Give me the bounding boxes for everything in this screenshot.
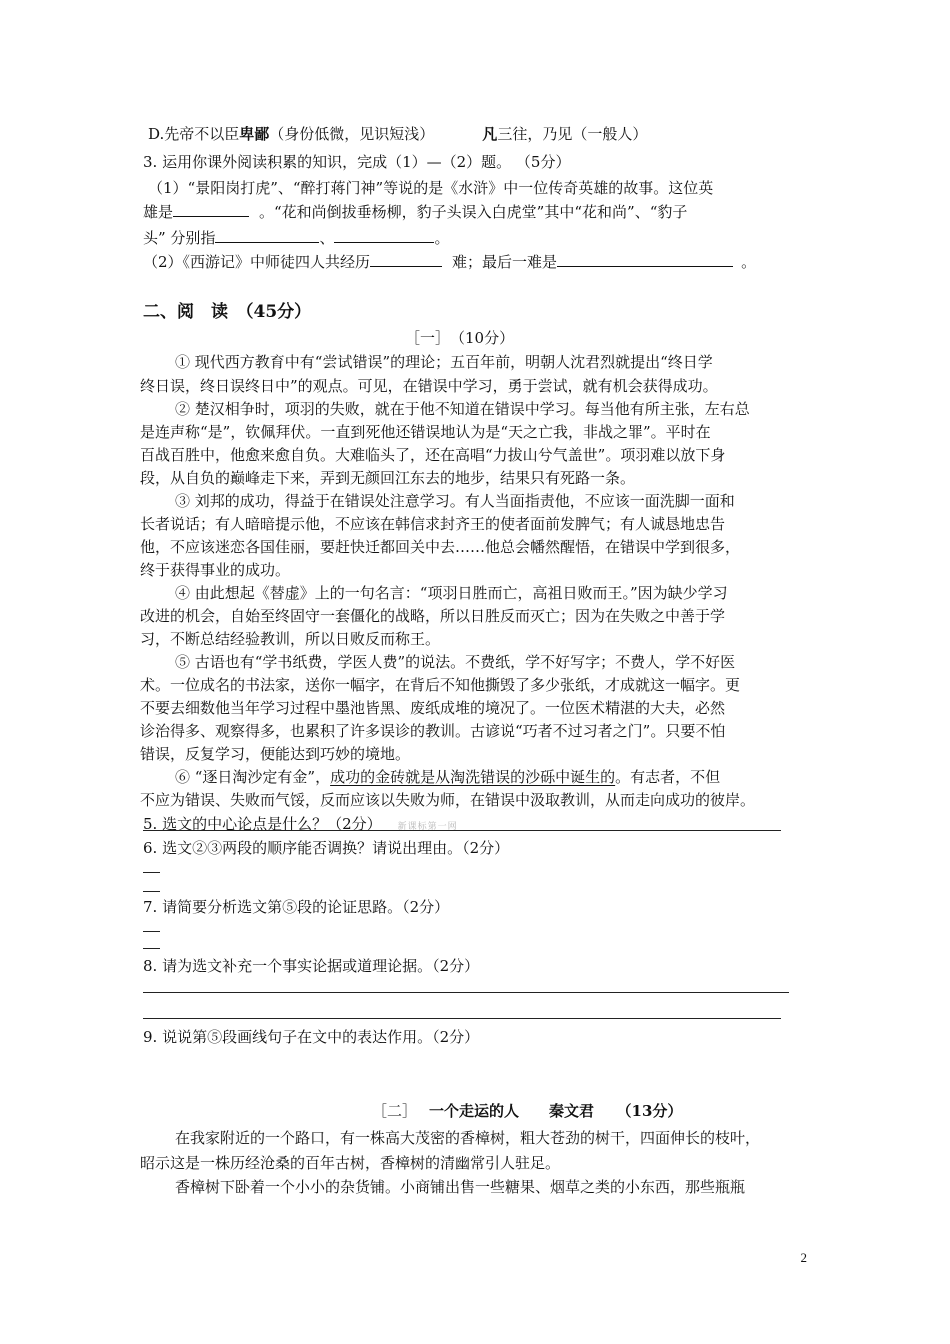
passage-line: 长者说话；有人暗暗提示他，不应该在韩信求封齐王的使者面前发脾气；有人诚恳地忠告 (140, 515, 726, 533)
part2-header-number: ［二］ (372, 1102, 418, 1120)
q3-p2-b: 难；最后一难是 (452, 253, 558, 271)
q3-p1-line3-b: 、 (319, 229, 335, 247)
answer-line[interactable] (143, 830, 781, 831)
watermark-text: 新课标第一网 (397, 822, 458, 832)
q3-p1-line2-a: 雄是 (143, 203, 174, 221)
part2-header-title: 一个走运的人 秦文君 （13分） (429, 1102, 683, 1120)
q3-p2-a: （2）《西游记》中师徒四人共经历 (143, 253, 371, 271)
passage-line: 错误，反复学习，便能达到巧妙的境地。 (140, 745, 411, 763)
q3-p1-line3-a: 头” 分别指 (143, 229, 216, 247)
option-d-bold-word-2: 凡 (482, 125, 498, 143)
question-6: 6. 选文②③两段的顺序能否调换？请说出理由。（2分） (143, 839, 510, 857)
q3-p1-line2 (143, 202, 687, 222)
passage-line: ④ 由此想起《替虚》上的一句名言：“项羽日胜而亡，高祖日败而王。”因为缺少学习 (175, 584, 728, 602)
part2-header (372, 1101, 682, 1121)
passage-line (175, 767, 720, 787)
passage-line: ⑤ 古语也有“学书纸费，学医人费”的说法。不费纸，学不好写字；不费人，学不好医 (175, 653, 736, 671)
answer-blank[interactable] (215, 228, 319, 243)
passage-line: 是连声称“是”，钦佩拜伏。一直到死他还错误地认为是“天之亡我，非战之罪”。平时在 (140, 423, 711, 441)
q3-p1-line3-c: 。 (434, 229, 450, 247)
part1-header: ［一］ （10分） (405, 329, 515, 347)
passage-line: 不应为错误、失败而气馁，反而应该以失败为师，在错误中汲取教训，从而走向成功的彼岸。 (140, 791, 756, 809)
question-7: 7. 请简要分析选文第⑤段的论证思路。（2分） (143, 898, 450, 916)
passage-line: 术。一位成名的书法家，送你一幅字，在背后不知他撕毁了多少张纸，才成就这一幅字。更 (140, 676, 741, 694)
passage2-line: 昭示这是一株历经沧桑的百年古树，香樟树的清幽常引人驻足。 (140, 1154, 561, 1172)
passage-line: ② 楚汉相争时，项羽的失败，就在于他不知道在错误中学习。每当他有所主张，左右总 (175, 400, 750, 418)
underlined-sentence: 成功的金砖就是从淘洗错误的沙砾中诞生的 (330, 768, 616, 786)
page-number: 2 (800, 1250, 807, 1265)
passage-line: 诊治得多、观察得多，也累积了许多误诊的教训。古谚说“巧者不过习者之门”。只要不怕 (140, 722, 726, 740)
q3-p1-line2-b: 。“花和尚倒拔垂杨柳，豹子头误入白虎堂”其中“花和尚”、“豹子 (259, 203, 688, 221)
answer-line[interactable] (143, 948, 160, 949)
passage2-line: 香樟树下卧着一个小小的杂货铺。小商铺出售一些糖果、烟草之类的小东西，那些瓶瓶 (175, 1178, 746, 1196)
option-d-line (148, 124, 647, 144)
q3-p2-c: 。 (741, 253, 757, 271)
passage-line: 他，不应该迷恋各国佳丽，要赶快迁都回关中去……他总会幡然醒悟，在错误中学到很多， (140, 538, 741, 556)
option-d-prefix: D.先帝不以臣 (148, 125, 240, 143)
passage-line: 习，不断总结经验教训，所以日败反而称王。 (140, 630, 441, 648)
question-8: 8. 请为选文补充一个事实论据或道理论据。（2分） (143, 957, 480, 975)
passage-line: 段，从自负的巅峰走下来，弄到无颜回江东去的地步，结果只有死路一条。 (140, 469, 636, 487)
passage-line: 终于获得事业的成功。 (140, 561, 291, 579)
answer-line[interactable] (143, 1018, 781, 1019)
answer-blank[interactable] (557, 252, 733, 267)
passage-line: ① 现代西方教育中有“尝试错误”的理论；五百年前，明朝人沈君烈就提出“终日学 (175, 353, 713, 371)
answer-line[interactable] (143, 992, 789, 993)
answer-line[interactable] (143, 931, 160, 932)
passage-line: ③ 刘邦的成功，得益于在错误处注意学习。有人当面指责他，不应该一面洗脚一面和 (175, 492, 735, 510)
option-d-gloss: （身份低微，见识短浅） (269, 125, 435, 143)
answer-blank[interactable] (334, 228, 434, 243)
q3-p1-line3 (143, 228, 449, 248)
option-d-rest: 三往，乃见（一般人） (497, 125, 648, 143)
question-5-text: 5. 选文的中心论点是什么？（2分） (143, 815, 382, 833)
answer-line[interactable] (143, 872, 160, 873)
question-5 (143, 814, 458, 837)
passage-line: 不要去细数他当年学习过程中墨池皆黑、废纸成堆的境况了。一位医术精湛的大夫，必然 (140, 699, 726, 717)
answer-blank[interactable] (173, 202, 249, 217)
passage2-line: 在我家附近的一个路口，有一株高大茂密的香樟树，粗大苍劲的树干，四面伸长的枝叶， (175, 1129, 761, 1147)
q3-p2-line (143, 252, 756, 272)
passage-line: 改进的机会，自始至终固守一套僵化的战略，所以日胜反而灭亡；因为在失败之中善于学 (140, 607, 726, 625)
answer-blank[interactable] (370, 252, 442, 267)
passage-p6-b: 。有志者，不但 (615, 768, 721, 786)
question-9: 9. 说说第⑤段画线句子在文中的表达作用。（2分） (143, 1028, 480, 1046)
q3-p1-line1: （1）“景阳岗打虎”、“醉打蒋门神”等说的是《水浒》中一位传奇英雄的故事。这位英 (148, 179, 714, 197)
answer-line[interactable] (143, 891, 160, 892)
passage-line: 终日误，终日误终日中”的观点。可见，在错误中学习，勇于尝试，就有机会获得成功。 (140, 377, 718, 395)
passage-p6-a: ⑥ “逐日淘沙定有金”， (175, 768, 331, 786)
option-d-bold-word: 卑鄙 (239, 125, 270, 143)
passage-line: 百战百胜中，他愈来愈自负。大难临头了，还在高唱“力拔山兮气盖世”。项羽难以放下身 (140, 446, 726, 464)
q3-title: 3. 运用你课外阅读积累的知识，完成（1）—（2）题。 （5分） (143, 153, 571, 171)
section-2-title: 二、阅 读 （45分） (143, 302, 312, 322)
